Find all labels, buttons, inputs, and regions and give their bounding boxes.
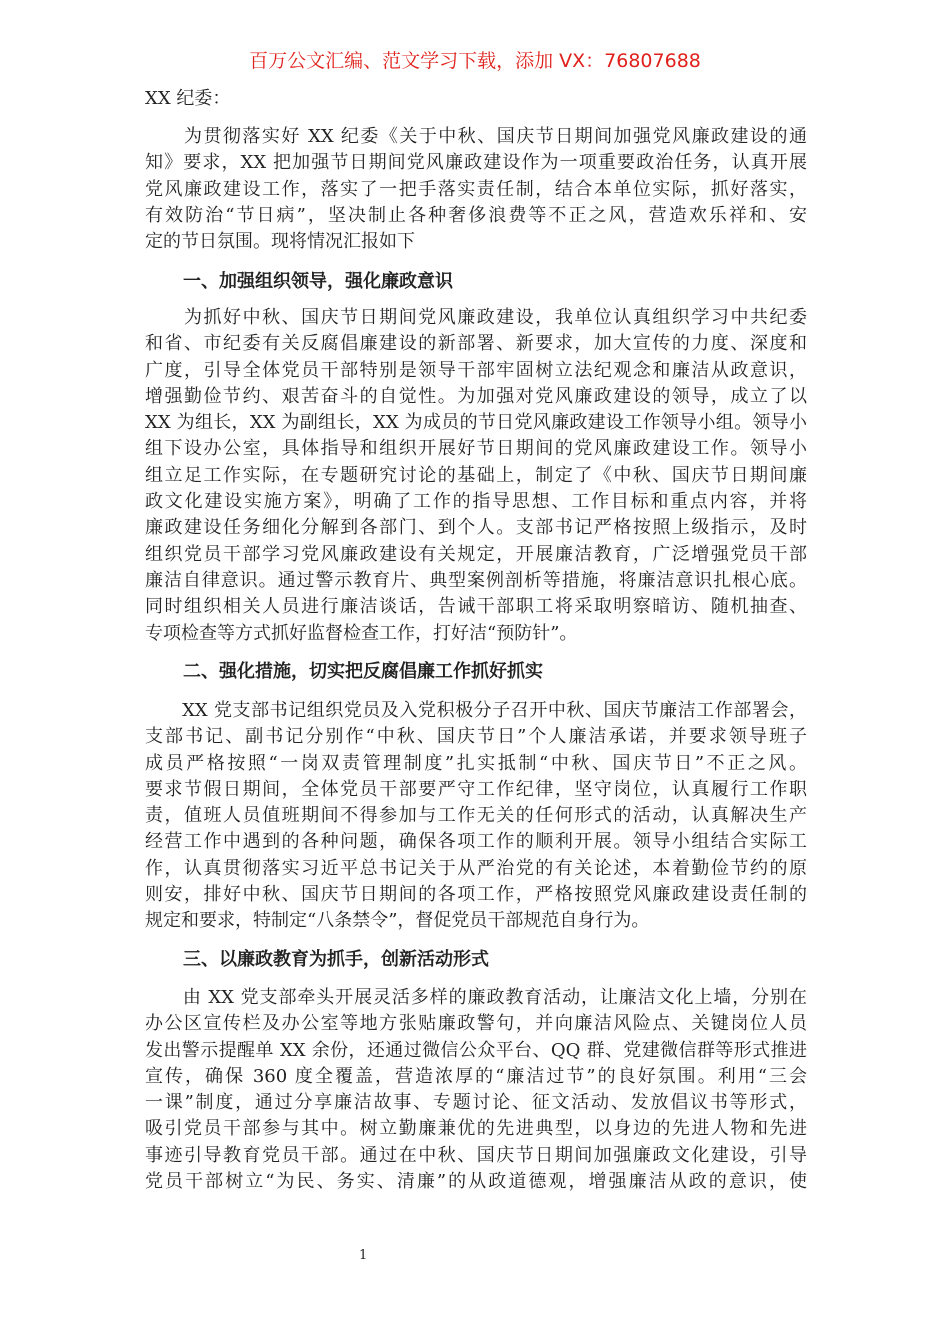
- text-line: 规定和要求，特制定“八条禁令”，督促党员干部规范自身行为。: [145, 910, 650, 932]
- text-line: 吸引党员干部参与其中。树立勤廉兼优的先进典型，以身边的先进人物和先进: [145, 1118, 807, 1140]
- text-line: 作，认真贯彻落实习近平总书记关于从严治党的有关论述，本着勤俭节约的原: [145, 857, 807, 879]
- section-1-paragraph: [145, 305, 807, 647]
- text-line: 同时组织相关人员进行廉洁谈话，告诫干部职工将采取明察暗访、随机抽查、: [145, 596, 807, 618]
- text-line: 成员严格按照“一岗双责管理制度”扎实抵制“中秋、国庆节日”不正之风。: [145, 752, 807, 774]
- text-line: 广度，引导全体党员干部特别是领导干部牢固树立法纪观念和廉洁从政意识，: [145, 359, 807, 381]
- text-line: 廉洁自律意识。通过警示教育片、典型案例剖析等措施，将廉洁意识扎根心底。: [145, 569, 807, 591]
- text-line: 知》要求，XX 把加强节日期间党风廉政建设作为一项重要政治任务，认真开展: [145, 152, 807, 174]
- page-number: 1: [359, 1248, 368, 1263]
- text-line: 支部书记、副书记分别作“中秋、国庆节日”个人廉洁承诺，并要求领导班子: [145, 726, 807, 748]
- text-line: 一课”制度，通过分享廉洁故事、专题讨论、征文活动、发放倡议书等形式，: [145, 1092, 807, 1114]
- section-1-heading: 一、加强组织领导，强化廉政意识: [183, 271, 453, 292]
- text-line: 办公区宣传栏及办公室等地方张贴廉政警句，并向廉洁风险点、关键岗位人员: [145, 1013, 807, 1035]
- text-line: 组织党员干部学习党风廉政建设有关规定，开展廉洁教育，广泛增强党员干部: [145, 543, 807, 565]
- download-banner: 百万公文汇编、范文学习下载，添加 VX：76807688: [249, 50, 701, 72]
- section-2-paragraph: [145, 698, 807, 935]
- text-line: 为抓好中秋、国庆节日期间党风廉政建设，我单位认真组织学习中共纪委: [145, 307, 807, 328]
- section-3-heading: 三、以廉政教育为抓手，创新活动形式: [183, 949, 489, 970]
- text-line: 组下设办公室，具体指导和组织开展好节日期间的党风廉政建设工作。领导小: [145, 438, 807, 460]
- salutation: XX 纪委：: [145, 88, 231, 109]
- text-line: 由 XX 党支部牵头开展灵活多样的廉政教育活动，让廉洁文化上墙，分别在: [145, 987, 807, 1008]
- text-line: 事迹引导教育党员干部。通过在中秋、国庆节日期间加强廉政文化建设，引导: [145, 1144, 807, 1166]
- text-line: 和省、市纪委有关反腐倡廉建设的新部署、新要求，加大宣传的力度、深度和: [145, 333, 807, 355]
- text-line: 定的节日氛围。现将情况汇报如下: [145, 231, 415, 253]
- text-line: 党风廉政建设工作，落实了一把手落实责任制，结合本单位实际，抓好落实，: [145, 178, 807, 200]
- text-line: 专项检查等方式抓好监督检查工作，打好洁“预防针”。: [145, 622, 578, 644]
- intro-paragraph: [145, 124, 807, 255]
- text-line: 宣传，确保 360 度全覆盖，营造浓厚的“廉洁过节”的良好氛围。利用“三会: [145, 1065, 807, 1087]
- text-line: 增强勤俭节约、艰苦奋斗的自觉性。为加强对党风廉政建设的领导，成立了以: [145, 385, 807, 407]
- text-line: 政文化建设实施方案》，明确了工作的指导思想、工作目标和重点内容，并将: [145, 491, 807, 513]
- text-line: 廉政建设任务细化分解到各部门、到个人。支部书记严格按照上级指示，及时: [145, 517, 807, 539]
- section-2-heading: 二、强化措施，切实把反腐倡廉工作抓好抓实: [183, 661, 543, 682]
- text-line: 党员干部树立“为民、务实、清廉”的从政道德观，增强廉洁从政的意识，使: [145, 1171, 807, 1193]
- section-3-paragraph: [145, 985, 807, 1195]
- text-line: 发出警示提醒单 XX 余份，还通过微信公众平台、QQ 群、党建微信群等形式推进: [145, 1039, 807, 1061]
- text-line: 责，值班人员值班期间不得参加与工作无关的任何形式的活动，认真解决生产: [145, 805, 807, 827]
- text-line: 经营工作中遇到的各种问题，确保各项工作的顺利开展。领导小组结合实际工: [145, 831, 807, 853]
- text-line: 要求节假日期间，全体党员干部要严守工作纪律，坚守岗位，认真履行工作职: [145, 778, 807, 800]
- text-line: XX 为组长，XX 为副组长，XX 为成员的节日党风廉政建设工作领导小组。领导小: [145, 412, 807, 434]
- text-line: XX 党支部书记组织党员及入党积极分子召开中秋、国庆节廉洁工作部署会，: [145, 700, 807, 721]
- text-line: 组立足工作实际，在专题研究讨论的基础上，制定了《中秋、国庆节日期间廉: [145, 464, 807, 486]
- text-line: 则安，排好中秋、国庆节日期间的各项工作，严格按照党风廉政建设责任制的: [145, 884, 807, 906]
- text-line: 有效防治“节日病”，坚决制止各种奢侈浪费等不正之风，营造欢乐祥和、安: [145, 204, 807, 226]
- text-line: 为贯彻落实好 XX 纪委《关于中秋、国庆节日期间加强党风廉政建设的通: [145, 126, 807, 147]
